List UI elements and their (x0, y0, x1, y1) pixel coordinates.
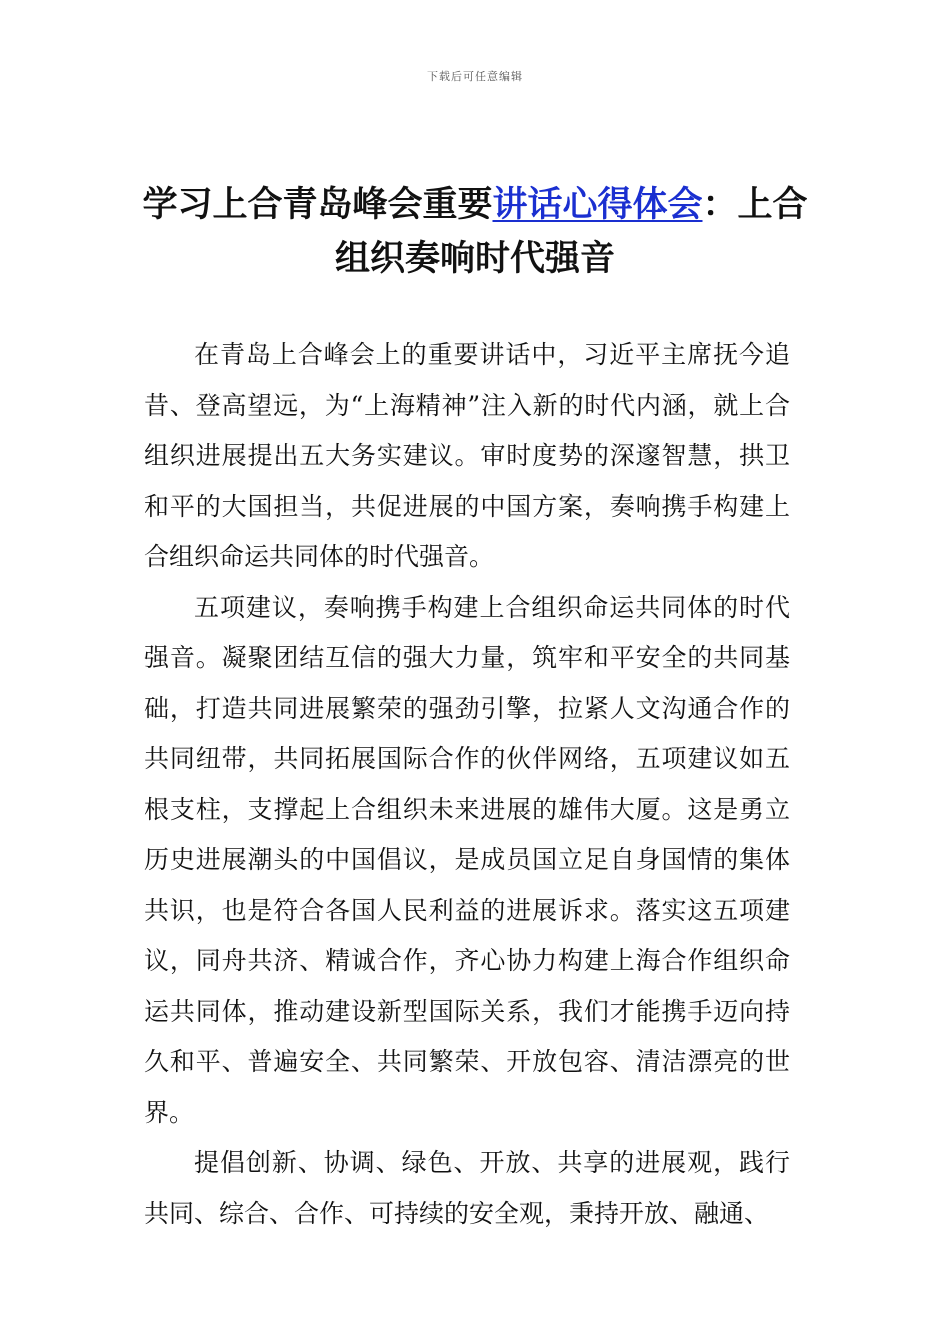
paragraph: 在青岛上合峰会上的重要讲话中，习近平主席抚今追昔、登高望远，为“上海精神”注入新的时代内涵，就上合组织进展提出五大务实建议。审时度势的深邃智慧，拱卫和平的大国担当，共促进展的中国方案，奏响携手构建上合组织命运共同体的时代强音。 (144, 340, 790, 571)
title-text-after-link: ：上合组织奏响时代强音 (334, 185, 808, 279)
paragraph: 提倡创新、协调、绿色、开放、共享的进展观，践行共同、综合、合作、可持续的安全观，秉持开放、融通、 (144, 1148, 790, 1228)
paragraph: 五项建议，奏响携手构建上合组织命运共同体的时代强音。凝聚团结互信的强大力量，筑牢和平安全的共同基础，打造共同进展繁荣的强劲引擎，拉紧人文沟通合作的共同纽带，共同拓展国际合作的伙伴网络，五项建议如五根支柱，支撑起上合组织未来进展的雄伟大厦。这是勇立历史进展潮头的中国倡议，是成员国立足自身国情的集体共识，也是符合各国人民利益的进展诉求。落实这五项建议，同舟共济、精诚合作，齐心协力构建上海合作组织命运共同体，推动建设新型国际关系，我们才能携手迈向持久和平、普遍安全、共同繁荣、开放包容、清洁漂亮的世界。 (144, 592, 790, 1127)
title-link[interactable]: 讲话心得体会 (492, 185, 703, 225)
document-title (140, 178, 810, 286)
document-body (144, 330, 790, 1239)
header-note: 下载后可任意编辑 (427, 70, 523, 83)
title-text-before-link: 学习上合青岛峰会重要 (142, 185, 493, 225)
